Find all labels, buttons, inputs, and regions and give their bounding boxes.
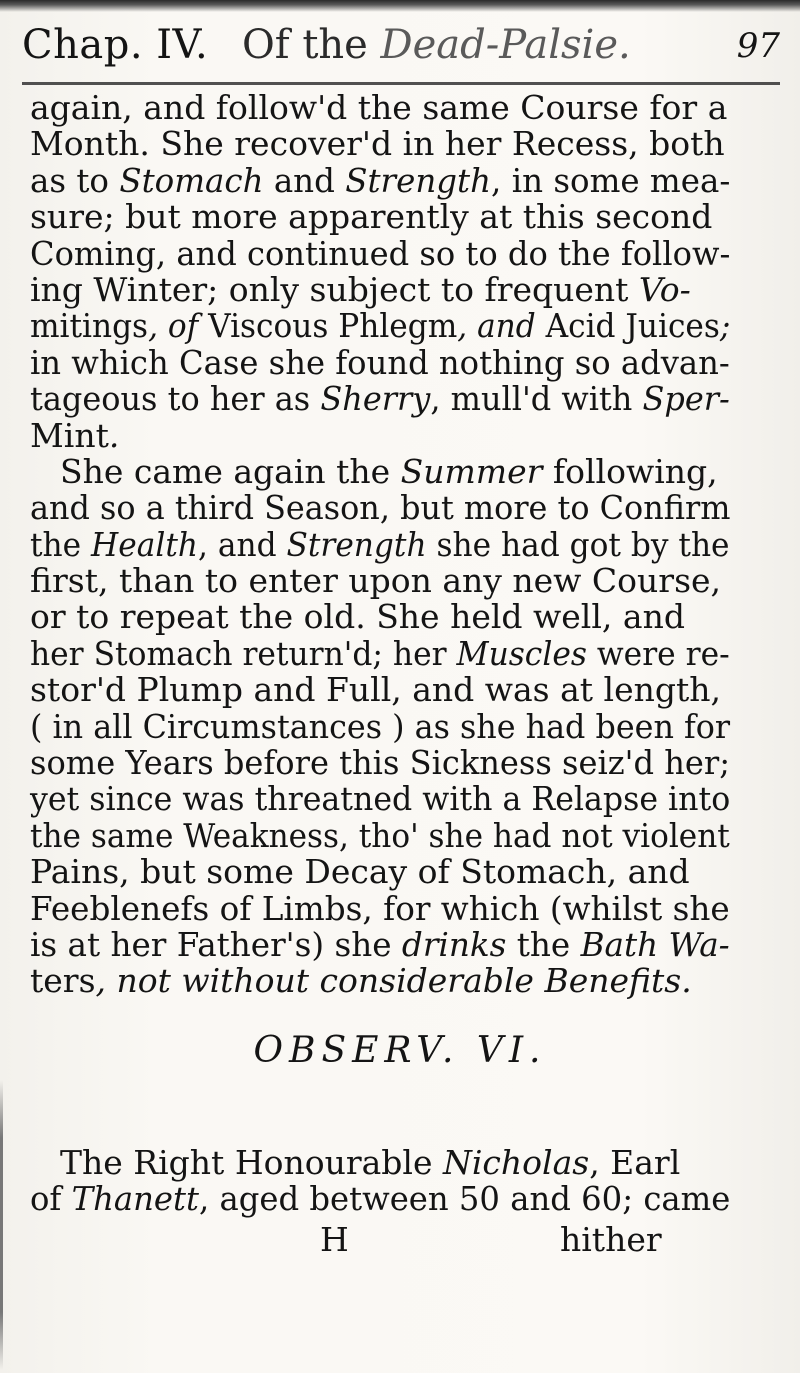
italic-phrase: , and	[457, 306, 546, 346]
scan-edge-shadow	[0, 0, 800, 12]
section-heading: OBSERV. VI.	[253, 1030, 547, 1071]
text-line	[30, 672, 730, 708]
text-line	[30, 379, 730, 419]
page-header	[22, 22, 780, 82]
text-run: Month. She recover'd in her Recess, both	[30, 124, 725, 164]
text-line	[30, 415, 730, 455]
italic-phrase: Bath Wa-	[580, 924, 730, 964]
text-run: stor'd Plump and Full, and was at length,	[30, 670, 722, 710]
text-line	[30, 306, 731, 346]
text-line	[30, 160, 731, 200]
running-title-prefix: Of the	[242, 22, 368, 68]
italic-phrase: Sherry	[320, 379, 431, 419]
italic-phrase: .	[108, 415, 120, 455]
text-run: ters	[30, 961, 96, 1001]
text-run: were re-	[586, 633, 730, 673]
text-run: or to repeat the old. She held well, and	[30, 597, 685, 637]
text-line	[30, 126, 730, 162]
text-line	[30, 451, 730, 491]
italic-phrase: Strength	[345, 160, 492, 200]
italic-phrase: , not without considerable Benefits.	[95, 961, 692, 1001]
text-run: ( in all Circumstances ) as she had been for	[30, 706, 731, 746]
text-run: , mull'd with	[430, 379, 643, 419]
text-run: some Years before this Sickness seiz'd her;	[30, 743, 731, 783]
text-line	[30, 779, 731, 819]
text-line	[30, 706, 731, 746]
text-run: The Right Honourable	[60, 1143, 443, 1182]
text-line	[30, 633, 730, 673]
italic-phrase: , of	[148, 306, 209, 346]
text-run: ing Winter; only subject to frequent	[30, 269, 639, 309]
text-line	[30, 269, 730, 309]
text-run: following,	[542, 451, 718, 491]
italic-phrase: Thanett	[71, 1179, 199, 1219]
text-line	[30, 488, 731, 528]
text-run: first, than to enter upon any new Course,	[30, 561, 722, 601]
text-run: in which Case she found nothing so advan-	[30, 342, 730, 382]
text-run: and	[263, 160, 346, 200]
running-title-italic: Dead-Palsie.	[380, 22, 631, 68]
text-line	[30, 90, 730, 126]
text-run: mitings	[30, 306, 149, 346]
italic-phrase: Stomach	[119, 160, 264, 200]
text-run: Feeblenefs of Limbs, for which (whilst she	[30, 888, 730, 928]
text-run: the same Weakness, tho' she had not violent	[30, 815, 730, 855]
italic-phrase: ;	[719, 306, 731, 346]
text-run: yet since was threatned with a Relapse into	[30, 779, 731, 819]
text-run: Coming, and continued so to do the follow-	[30, 233, 731, 273]
text-line	[30, 743, 731, 783]
italic-phrase: drinks	[401, 924, 507, 964]
italic-phrase: Muscles	[456, 633, 587, 673]
text-run: , and	[198, 524, 287, 564]
observation-paragraph	[30, 1144, 730, 1217]
text-run: Mint	[30, 415, 109, 455]
page-edge-mark	[0, 1080, 3, 1370]
text-run: is at her Father's) she	[30, 924, 402, 964]
catchword: hither	[560, 1220, 662, 1259]
text-line	[30, 233, 731, 273]
text-run: and so a third Season, but more to Confirm	[30, 488, 731, 528]
text-run: of	[30, 1179, 72, 1219]
body-text	[30, 90, 730, 1000]
text-line	[30, 854, 730, 890]
text-line	[30, 888, 730, 928]
text-line	[30, 599, 730, 635]
signature-mark: H	[320, 1220, 349, 1259]
text-line	[30, 524, 730, 564]
text-line	[30, 199, 730, 235]
text-line	[30, 342, 730, 382]
text-line	[30, 924, 730, 964]
text-line	[30, 1144, 730, 1180]
text-run: Viscous Phlegm	[208, 306, 458, 346]
italic-phrase: Sper-	[642, 379, 730, 419]
text-run: sure; but more apparently at this second	[30, 197, 713, 237]
italic-phrase: Health	[91, 524, 199, 564]
text-line	[30, 1179, 731, 1219]
italic-phrase: Strength	[286, 524, 427, 564]
text-run: , Earl	[589, 1143, 681, 1182]
chapter-label: Chap. IV.	[22, 22, 209, 68]
running-title	[242, 22, 631, 68]
text-line	[30, 563, 730, 599]
text-run: as to	[30, 160, 120, 200]
text-run: tageous to her as	[30, 379, 321, 419]
text-run: Acid Juices	[545, 306, 720, 346]
italic-phrase: Vo-	[638, 269, 691, 309]
text-run: She came again the	[60, 451, 401, 491]
text-run: her Stomach return'd; her	[30, 633, 457, 673]
text-run: , aged between 50 and 60; came	[198, 1179, 731, 1219]
page-number: 97	[736, 26, 780, 66]
text-run: , in some mea-	[491, 160, 731, 200]
text-run: she had got by the	[426, 524, 730, 564]
text-line	[30, 815, 730, 855]
text-run: the	[30, 524, 92, 564]
text-run: Pains, but some Decay of Stomach, and	[30, 852, 690, 892]
header-rule	[22, 82, 780, 85]
text-run: again, and follow'd the same Course for a	[30, 88, 728, 127]
text-line	[30, 963, 730, 999]
italic-phrase: Summer	[400, 451, 543, 491]
text-run: the	[506, 924, 581, 964]
italic-phrase: Nicholas	[442, 1143, 590, 1182]
